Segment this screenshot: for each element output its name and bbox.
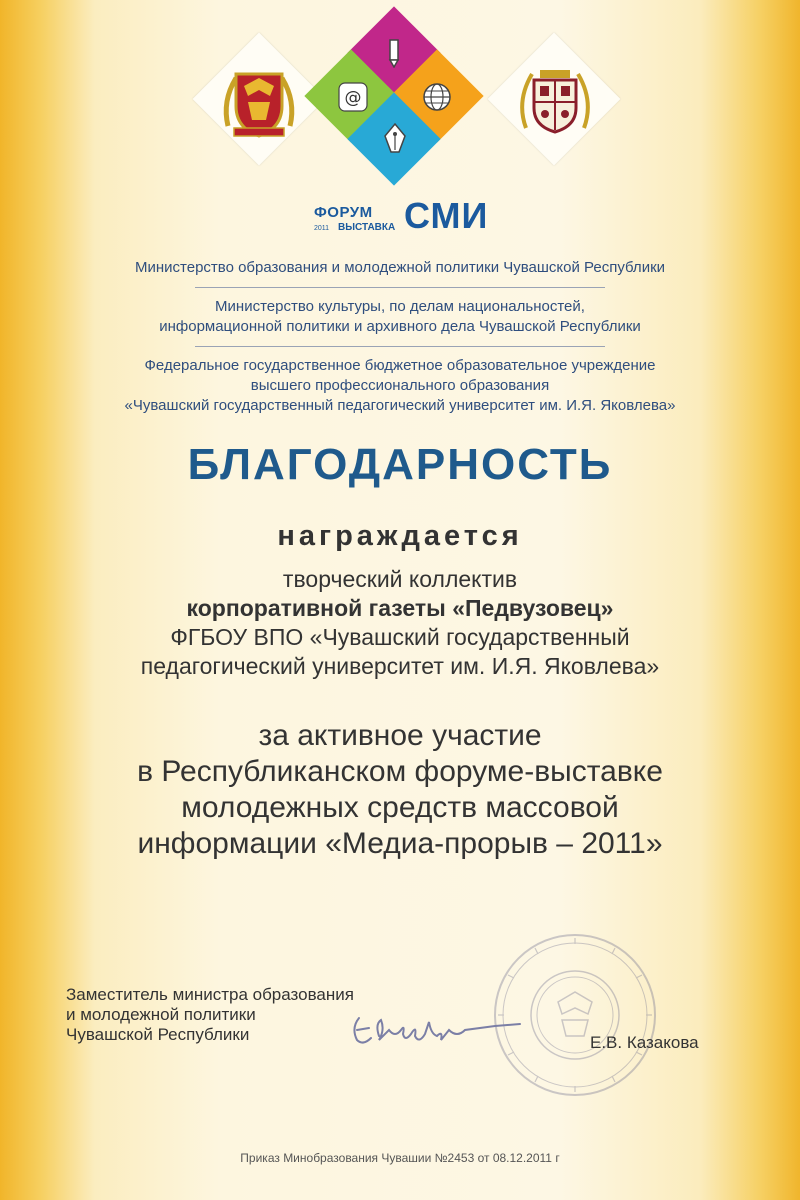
org-ministry-education: Министерство образования и молодежной политики Чувашской Республики: [134, 259, 666, 276]
reason-line-3: молодежных средств массовой: [181, 791, 619, 824]
forum-logo-wordmark: [0, 195, 800, 242]
signer-title-line-1: Заместитель министра образования: [66, 985, 354, 1004]
logo-forum-word: ФОРУМ: [314, 204, 373, 221]
signer-title-line-2: и молодежной политики: [66, 1005, 256, 1024]
org-university-line3: «Чувашский государственный педагогический университет им. И.Я. Яковлева»: [124, 397, 676, 414]
org-university-line2: высшего профессионального образования: [250, 377, 550, 394]
org-separator: [195, 346, 605, 347]
svg-text:@: @: [344, 88, 362, 108]
recipient-line-3: ФГБОУ ВПО «Чувашский государственный: [170, 624, 630, 650]
chuvash-coat-of-arms-icon: [214, 56, 304, 146]
university-emblem-icon: [510, 56, 600, 146]
signer-title: [66, 985, 466, 1045]
signer-name: Е.В. Казакова: [590, 1033, 699, 1052]
logo-smi-word: СМИ: [404, 195, 489, 236]
logo-vystavka-word: ВЫСТАВКА: [338, 222, 396, 233]
org-university-line1: Федеральное государственное бюджетное образовательное учреждение: [144, 357, 656, 374]
document-title: БЛАГОДАРНОСТЬ: [187, 440, 613, 489]
org-ministry-culture-line1: Министерство культуры, по делам национальностей,: [215, 298, 585, 315]
org-separator: [195, 287, 605, 288]
logo-year: 2011: [314, 225, 330, 232]
recipient-line-4: педагогический университет им. И.Я. Яковлева»: [140, 653, 660, 679]
pencil-icon: [380, 38, 408, 68]
at-sign-icon: [338, 82, 368, 112]
reason-line-4: информации «Медиа-прорыв – 2011»: [137, 827, 663, 860]
reason-line-2: в Республиканском форуме-выставке: [137, 755, 663, 788]
footer-order-reference: Приказ Минобразования Чувашии №2453 от 08.12.2011 г: [240, 1151, 560, 1165]
reason-line-1: за активное участие: [258, 719, 542, 752]
fountain-pen-nib-icon: [382, 122, 408, 156]
recipient-line-1: творческий коллектив: [282, 566, 518, 592]
org-ministry-culture-line2: информационной политики и архивного дела Чувашской Республики: [159, 318, 641, 335]
signer-title-line-3: Чувашской Республики: [66, 1025, 250, 1044]
recipient-block: [40, 565, 760, 681]
recipient-line-2: корпоративной газеты «Педвузовец»: [186, 595, 614, 621]
globe-icon: [422, 82, 452, 112]
awarded-heading: награждается: [277, 520, 523, 552]
reason-block: [40, 718, 760, 862]
